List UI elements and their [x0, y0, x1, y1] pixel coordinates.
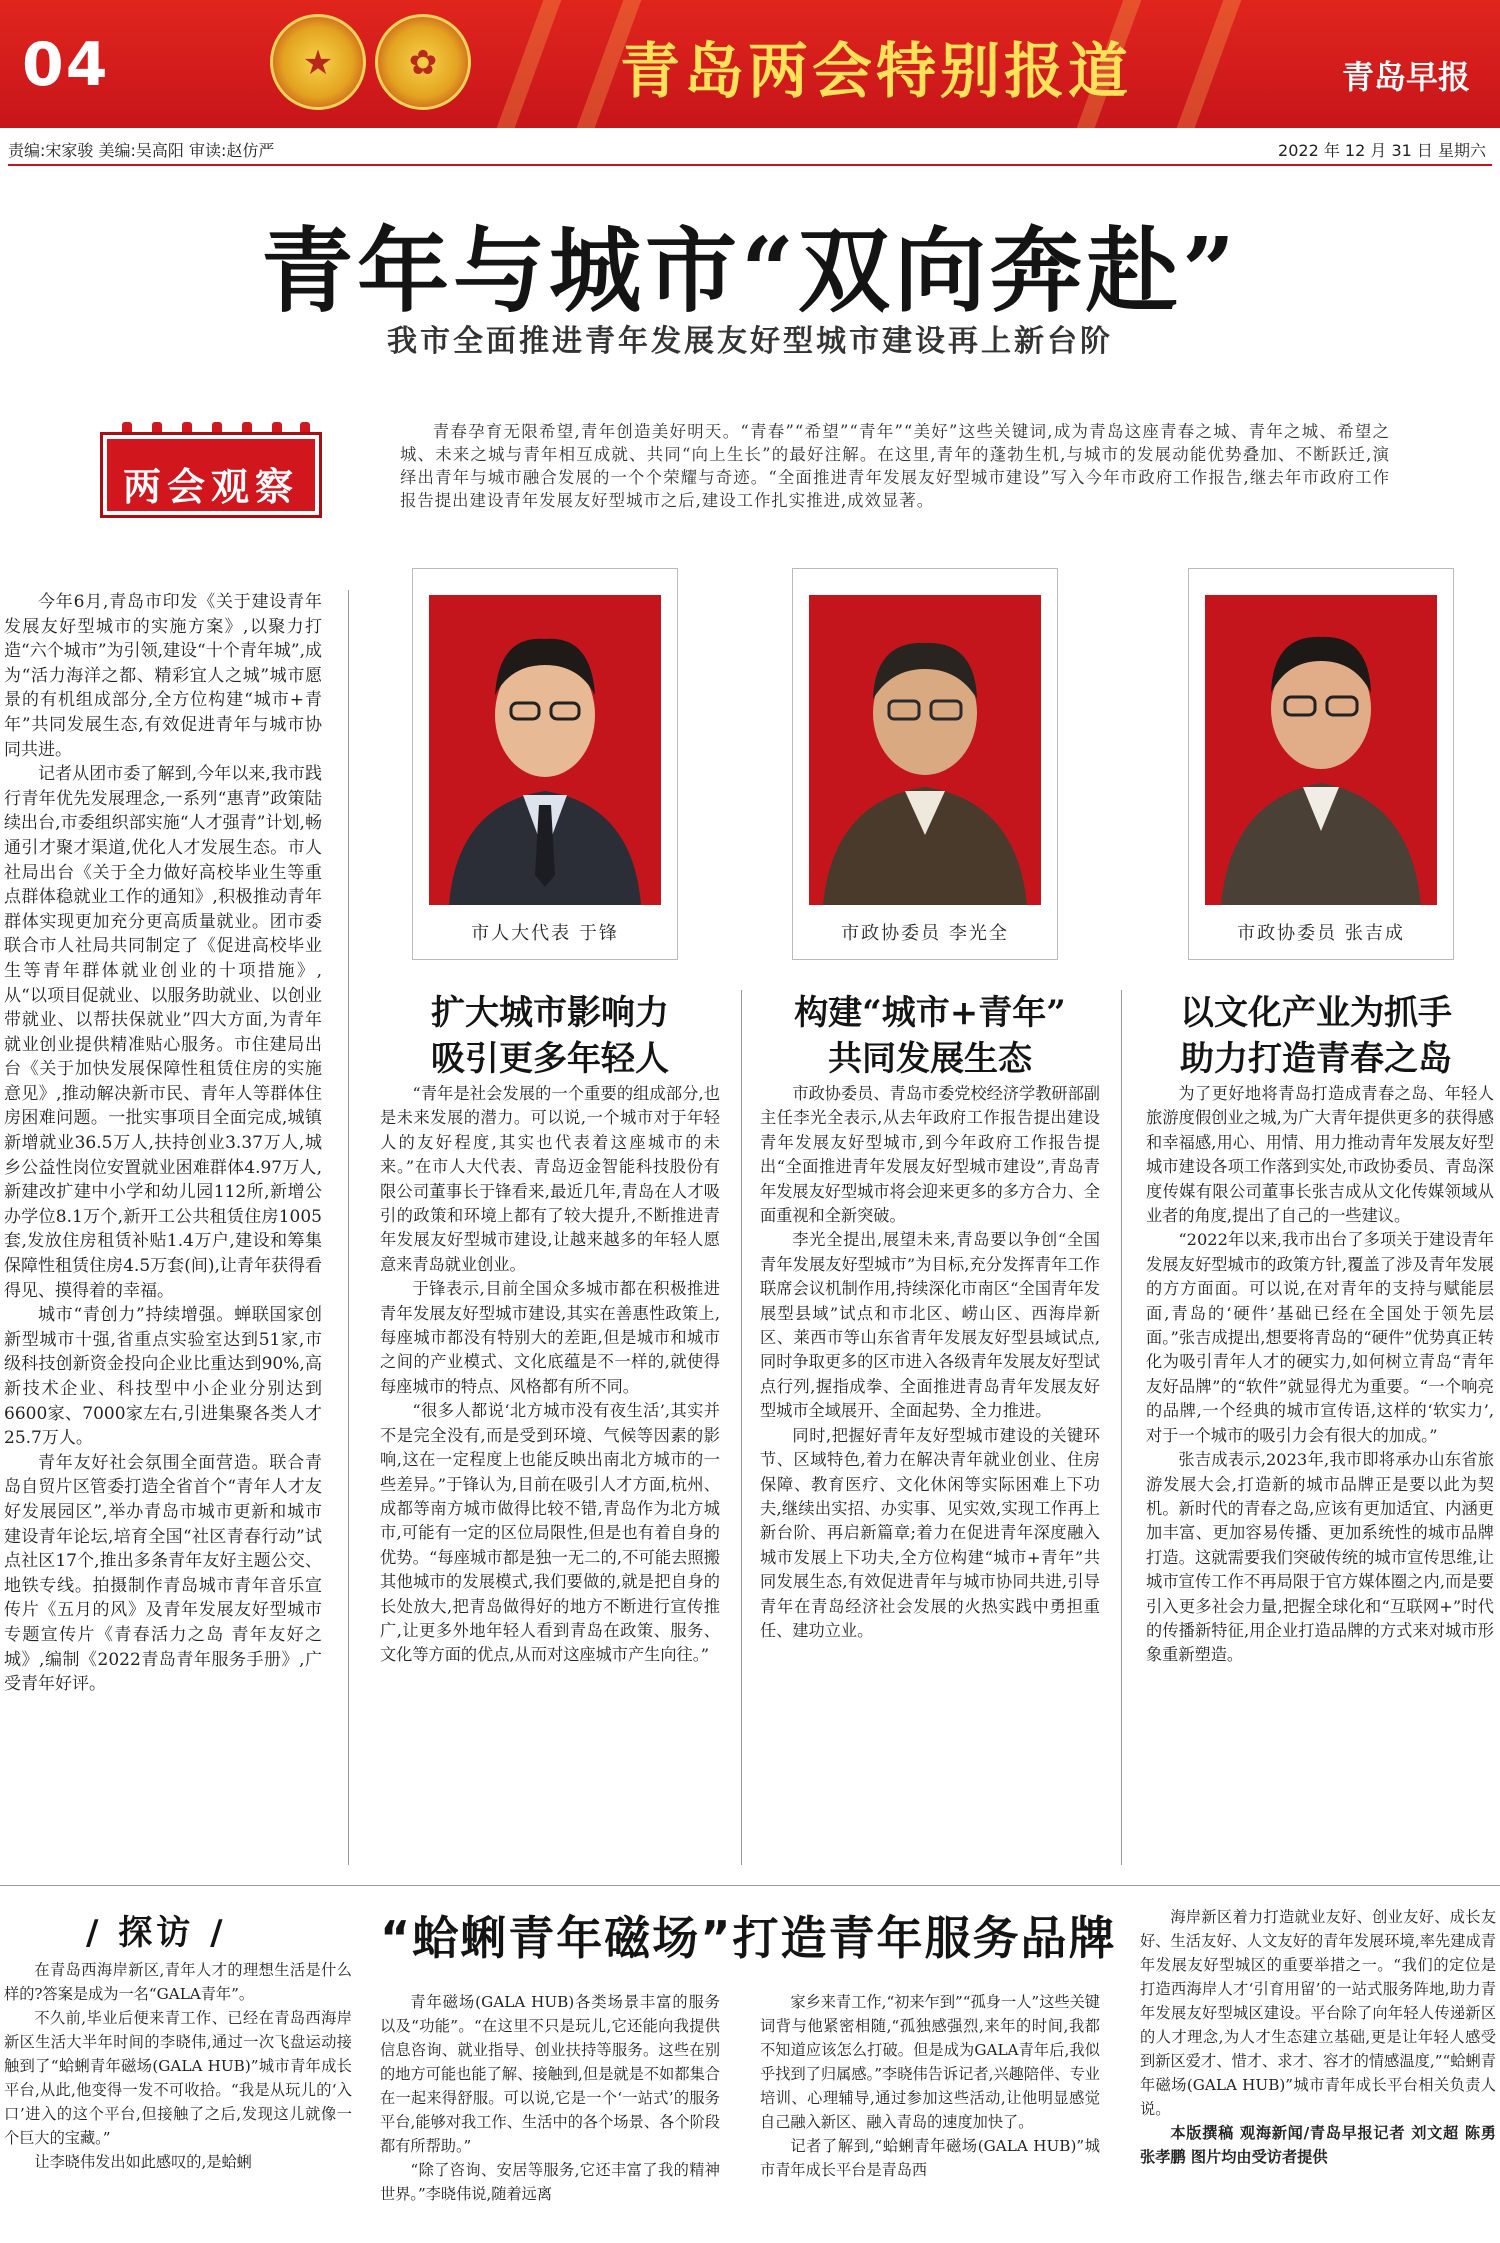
feature-column-3: 家乡来青工作,“初来乍到”“孤身一人”这些关键词背与他紧密相随,“孤独感强烈,来年的时间,我都不知道应该怎么打破。但是成为GALA青年后,我似乎找到了归属感。”李晓伟告诉记者,兴趣陪伴、专业培训、心理辅导,通过参加这些活动,让他明显感觉自己融入新区、融入青岛的速度加快了。 记者了解到,“蛤蜊青年磁场(GALA HUB)”城市青年成长平台是青岛西 — [760, 1993, 1100, 2179]
column-divider — [1121, 990, 1122, 1865]
portrait-caption: 市政协委员 李光全 — [841, 923, 1009, 944]
section-badge — [100, 420, 322, 530]
article-paragraph: 为了更好地将青岛打造成青春之岛、年轻人旅游度假创业之城,为广大青年提供更多的获得感和幸福感,用心、用情、用力推动青年发展友好型城市建设各项工作落到实处,市政协委员、青岛深度传媒有限公司董事长张吉成从文化传媒领域从业者的角度,提出了自己的一些建议。 — [1146, 1084, 1494, 1226]
feature-column-2: 青年磁场(GALA HUB)各类场景丰富的服务以及“功能”。“在这里不只是玩儿,它还能向我提供信息咨询、就业指导、创业扶持等服务。这些在别的地方可能也能了解、接触到,但是就是不如都集合在一起来得舒服。可以说,它是一个‘一站式’的服务平台,能够对我工作、生活中的各个场景、各个阶段都有所帮助。” “除了咨询、安居等服务,它还丰富了我的精神世界。”李晓伟说,随着远离 — [380, 1993, 720, 2203]
lead-paragraph: 青年友好社会氛围全面营造。联合青岛自贸片区管委打造全省首个“青年人才友好发展园区”,举办青岛市城市更新和城市建设青年论坛,培育全国“社区青春行动”试点社区17个,推出多条青年友好主题公交、地铁专线。拍摄制作青岛城市青年音乐宣传片《五月的风》及青年发展友好型城市专题宣传片《青春活力之岛 青年友好之城》,编制《2022青岛青年服务手册》,广受青年好评。 — [4, 1452, 322, 1695]
meta-line — [8, 138, 1492, 162]
section-title: 青岛两会特别报道 — [620, 37, 1132, 107]
intro-paragraph: 青春孕育无限希望,青年创造美好明天。“青春”“希望”“青年”“美好”这些关键词,成为青岛这座青春之城、青年之城、希望之城、未来之城与青年相互成就、共同“向上生长”的最好注解。在这里,青年的蓬勃生机,与城市的发展动能优势叠加、不断跃迁,演绎出青年与城市融合发展的一个个荣耀与奇迹。“全面推进青年发展友好型城市建设”写入今年市政府工作报告,继去年市政府工作报告提出建设青年发展友好型城市之后,建设工作扎实推进,成效显著。 — [400, 422, 1390, 510]
issue-date: 2022 年 12 月 31 日 星期六 — [1278, 141, 1486, 160]
article-column-zhang — [1146, 1082, 1494, 1865]
article-column-li — [760, 1082, 1100, 1865]
feature-title: “蛤蜊青年磁场”打造青年服务品牌 — [380, 1911, 1117, 1965]
masthead-banner — [0, 0, 1500, 128]
portrait-photo — [1205, 595, 1437, 905]
article-paragraph: “2022年以来,我市出台了多项关于建设青年发展友好型城市的政策方针,覆盖了涉及青年发展的方方面面。可以说,在对青年的支持与赋能层面,青岛的‘硬件’基础已经在全国处于领先层面。”张吉成提出,想要将青岛的“硬件”优势真正转化为吸引青年人才的硬实力,如何树立青岛“青年友好品牌”的“软件”就显得尤为重要。“一个响亮的品牌,一个经典的城市宣传语,这样的‘软实力’,对于一个城市的吸引力会有很大的加成。” — [1146, 1230, 1494, 1445]
column-divider — [741, 990, 742, 1865]
header-rule — [8, 164, 1492, 166]
newspaper-brand-logo: 青岛早报 — [1341, 58, 1470, 96]
badge-label: 两会观察 — [122, 464, 299, 509]
article-paragraph: “青年是社会发展的一个重要的组成部分,也是未来发展的潜力。可以说,一个城市对于年轻人的友好程度,其实也代表着这座城市的未来。”在市人大代表、青岛迈金智能科技股份有限公司董事长于锋看来,最近几年,青岛在人才吸引的政策和环境上都有了较大提升,不断推进青年发展友好型城市建设,让越来越多的年轻人愿意来青岛就业创业。 — [380, 1084, 720, 1274]
portrait-card-yu — [412, 568, 678, 960]
cppcc-emblem-icon: ✿ — [375, 14, 471, 110]
feature-column-4: 海岸新区着力打造就业友好、创业友好、成长友好、生活友好、人文友好的青年发展环境,率先建成青年发展友好型城区的重要举措之一。“我们的定位是打造西海岸人才‘引育用留’的一站式服务阵地,助力青年发展友好型城区建设。平台除了向年轻人传递新区的人才理念,为人才生态建立基础,更是让年轻人感受到新区爱才、惜才、求才、容才的情感温度,”“蛤蜊青年磁场(GALA HUB)”城市青年成长平台相关负责人说。 本版撰稿 观海新闻/青岛早报记者 刘文超 陈勇 张孝鹏 图片均由受访者提供 — [1140, 1905, 1496, 2243]
lead-paragraph: 今年6月,青岛市印发《关于建设青年发展友好型城市的实施方案》,以聚力打造“六个城市”为引领,建设“十个青年城”,成为“活力海洋之都、精彩宜人之城”城市愿景的有机组成部分,全方位构建“城市+青年”共同发展生态,有效促进青年与城市协同共进。 — [4, 592, 322, 760]
page-number: 04 — [22, 30, 110, 100]
section-divider — [0, 1885, 1500, 1886]
portrait-photo — [429, 595, 661, 905]
lead-paragraph: 记者从团市委了解到,今年以来,我市践行青年优先发展理念,一系列“惠青”政策陆续出台,市委组织部实施“人才强青”计划,畅通引才聚才渠道,优化人才发展生态。市人社局出台《关于全力做好高校毕业生等重点群体稳就业工作的通知》,积极推动青年群体实现更加充分更高质量就业。团市委联合市人社局共同制定了《促进高校毕业生等青年群体就业创业的十项措施》,从“以项目促就业、以服务助就业、以创业带就业、以帮扶保就业”四大方面,为青年就业创业提供精准贴心服务。市住建局出台《关于加快发展保障性租赁住房的实施意见》,推动解决新市民、青年人等群体住房困难问题。一批实事项目全面完成,城镇新增就业36.5万人,扶持创业3.37万人,城乡公益性岗位安置就业困难群体4.97万人,新建改扩建中小学和幼儿园112所,新增公办学位8.1万个,新开工公共租赁住房1005套,发放住房租赁补贴1.4万户,建设和筹集保障性租赁住房4.5万套(间),让青年获得看得见、摸得着的幸福。 — [4, 764, 322, 1301]
subheadline: 我市全面推进青年发展友好型城市建设再上新台阶 — [387, 324, 1113, 359]
column-title-zhang: 以文化产业为抓手 助力打造青春之岛 — [1180, 993, 1452, 1079]
portrait-photo — [809, 595, 1041, 905]
national-emblem-icon: ★ — [270, 14, 366, 110]
article-paragraph: 张吉成表示,2023年,我市即将承办山东省旅游发展大会,打造新的城市品牌正是要以此为契机。新时代的青春之岛,应该有更加适宜、内涵更加丰富、更加容易传播、更加系统性的城市品牌打造。这就需要我们突破传统的城市宣传思维,让城市宣传工作不再局限于官方媒体圈之内,而是要引入更多社会力量,把握全球化和“互联网+”时代的传播新特征,用企业打造品牌的方式来对城市形象重新塑造。 — [1146, 1450, 1494, 1665]
column-title-yu: 扩大城市影响力 吸引更多年轻人 — [431, 993, 669, 1079]
article-paragraph: 同时,把握好青年友好型城市建设的关键环节、区域特色,着力在解决青年就业创业、住房保障、教育医疗、文化休闲等实际困难上下功夫,继续出实招、办实事、见实效,实现工作再上新台阶、再启新篇章;着力在促进青年深度融入城市发展上下功夫,全方位构建“城市+青年”共同发展生态,有效促进青年与城市协同共进,引导青年在青岛经济社会发展的火热实践中勇担重任、建功立业。 — [760, 1425, 1100, 1640]
article-paragraph: 李光全提出,展望未来,青岛要以争创“全国青年发展友好型城市”为目标,充分发挥青年工作联席会议机制作用,持续深化市南区“全国青年发展型县域”试点和市北区、崂山区、西海岸新区、莱西市等山东省青年发展友好型县域试点,同时争取更多的区市进入各级青年发展友好型试点行列,握指成拳、全面推进青岛青年发展友好型城市全域展开、全面起势、全力推进。 — [760, 1230, 1100, 1421]
lead-paragraph: 城市“青创力”持续增强。蝉联国家创新型城市十强,省重点实验室达到51家,市级科技创新资金投向企业比重达到90%,高新技术企业、科技型中小企业分别达到6600家、7000家左右,引进集聚各类人才25.7万人。 — [4, 1305, 322, 1449]
portrait-caption: 市政协委员 张吉成 — [1237, 923, 1405, 944]
editors-credit: 责编:宋家骏 美编:吴高阳 审读:赵仿严 — [8, 141, 275, 160]
article-paragraph: “很多人都说‘北方城市没有夜生活’,其实并不是完全没有,而是受到环境、气候等因素的影响,这在一定程度上也能反映出南北方城市的一些差异。”于锋认为,目前在吸引人才方面,杭州、成都等南方城市做得比较不错,青岛作为北方城市,可能有一定的区位局限性,但是也有着自身的优势。“每座城市都是独一无二的,不可能去照搬其他城市的发展模式,我们要做的,就是把自身的长处放大,把青岛做得好的地方不断进行宣传推广,让更多外地年轻人看到青岛在政策、服务、文化等方面的优点,从而对这座城市产生向往。” — [380, 1401, 720, 1665]
article-paragraph: 市政协委员、青岛市委党校经济学教研部副主任李光全表示,从去年政府工作报告提出建设青年发展友好型城市,到今年政府工作报告提出“全面推进青年发展友好型城市建设”,青岛青年发展友好型城市将会迎来更多的多方合力、全面重视和全新突破。 — [760, 1084, 1100, 1226]
article-column-yu — [380, 1082, 720, 1865]
lead-article-column — [4, 590, 322, 1865]
column-title-li: 构建“城市+青年” 共同发展生态 — [794, 993, 1066, 1079]
portrait-card-zhang — [1188, 568, 1454, 960]
byline-credit: 本版撰稿 观海新闻/青岛早报记者 刘文超 陈勇 张孝鹏 图片均由受访者提供 — [1140, 2124, 1496, 2166]
portrait-card-li — [792, 568, 1058, 960]
headline: 青年与城市“双向奔赴” — [261, 217, 1239, 325]
article-paragraph: 于锋表示,目前全国众多城市都在积极推进青年发展友好型城市建设,其实在善惠性政策上,每座城市都没有特别大的差距,但是城市和城市之间的产业模式、文化底蕴是不一样的,就使得每座城市的特点、风格都有所不同。 — [380, 1279, 720, 1396]
column-divider — [348, 590, 349, 1865]
portrait-caption: 市人大代表 于锋 — [471, 923, 619, 944]
feature-section-label: / 探访 / — [86, 1913, 227, 1953]
feature-column-1: 在青岛西海岸新区,青年人才的理想生活是什么样的?答案是成为一名“GALA青年”。 不久前,毕业后便来青工作、已经在青岛西海岸新区生活大半年时间的李晓伟,通过一次飞盘运动接触到了“蛤蜊青年磁场(GALA HUB)”城市青年成长平台,从此,他变得一发不可收拾。“我是从玩儿的‘入口’进入的这个平台,但接触了之后,发现这儿就像一个巨大的宝藏。” 让李晓伟发出如此感叹的,是蛤蜊 — [4, 1961, 352, 2171]
